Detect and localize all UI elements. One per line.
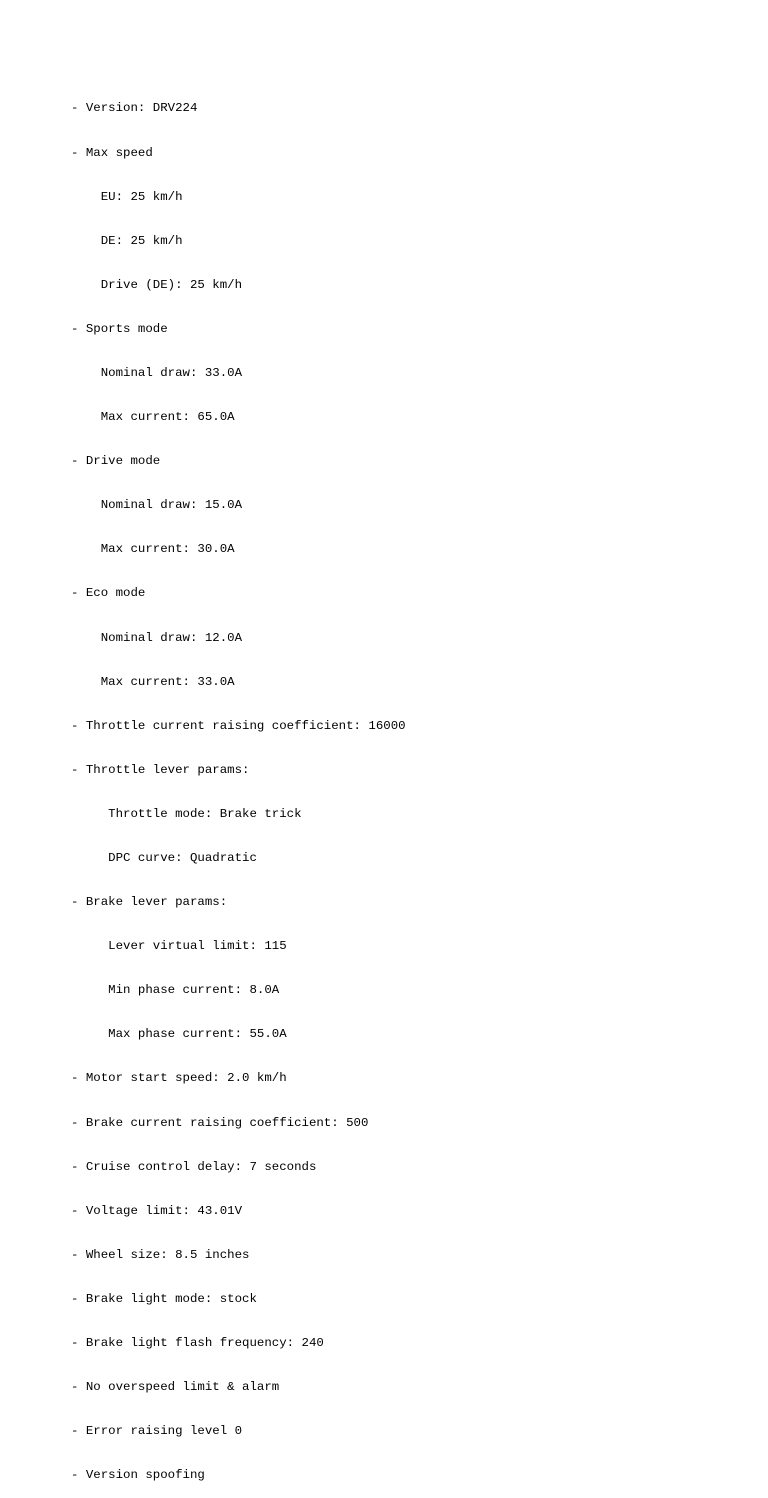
text-line: - Throttle lever params: (71, 762, 250, 777)
text-line: - Motor start speed: 2.0 km/h (71, 1071, 287, 1086)
text-line: - Brake light mode: stock (71, 1291, 257, 1306)
text-line: Nominal draw: 33.0A (71, 365, 243, 380)
text-line: - Cruise control delay: 7 seconds (71, 1159, 317, 1174)
text-line: - Drive mode (71, 454, 161, 469)
text-line: Drive (DE): 25 km/h (71, 277, 243, 292)
text-line: - Version: DRV224 (71, 101, 198, 116)
text-line: - Max speed (71, 145, 153, 160)
text-line: Nominal draw: 15.0A (71, 498, 243, 513)
text-line: Max current: 33.0A (71, 674, 235, 689)
text-line: Max current: 30.0A (71, 542, 235, 557)
text-line: - Throttle current raising coefficient: 16000 (71, 718, 406, 733)
text-line: - Wheel size: 8.5 inches (71, 1247, 250, 1262)
text-line: - Voltage limit: 43.01V (71, 1203, 243, 1218)
text-line: - Eco mode (71, 586, 146, 601)
text-line: - Version spoofing (71, 1468, 205, 1483)
text-line: EU: 25 km/h (71, 189, 183, 204)
text-line: Min phase current: 8.0A (71, 983, 280, 998)
config-text-document (71, 72, 406, 1498)
text-line: - Brake light flash frequency: 240 (71, 1336, 324, 1351)
text-line: - Brake lever params: (71, 895, 228, 910)
text-line: Max current: 65.0A (71, 410, 235, 425)
text-line: Lever virtual limit: 115 (71, 939, 287, 954)
text-line: - Error raising level 0 (71, 1424, 243, 1439)
text-line: DPC curve: Quadratic (71, 851, 257, 865)
text-line: - No overspeed limit & alarm (71, 1380, 280, 1395)
text-line: Throttle mode: Brake trick (71, 806, 302, 821)
text-line: Nominal draw: 12.0A (71, 630, 243, 645)
text-line: DE: 25 km/h (71, 233, 183, 248)
text-line: Max phase current: 55.0A (71, 1027, 287, 1042)
text-line: - Brake current raising coefficient: 500 (71, 1115, 369, 1130)
text-line: - Sports mode (71, 321, 168, 336)
